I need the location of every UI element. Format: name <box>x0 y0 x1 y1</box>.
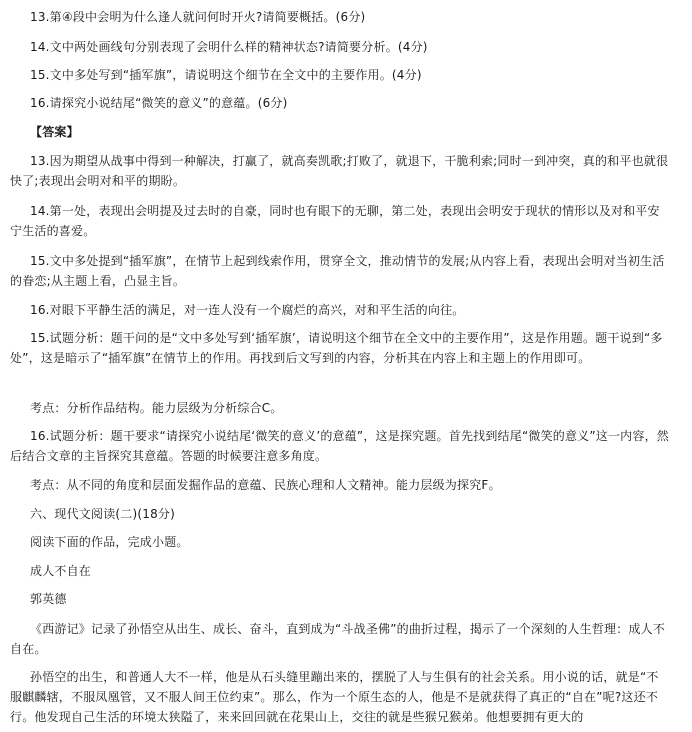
article-author: 郭英德 <box>30 592 67 606</box>
answer-13: 13.因为期望从战事中得到一种解决，打赢了，就高奏凯歌;打败了，就退下，干脆利索;同时一到冲突，真的和平也就很快了;表现出会明对和平的期盼。 <box>10 154 669 188</box>
answer-16: 16.对眼下平静生活的满足，对一连人没有一个腐烂的高兴，对和平生活的向往。 <box>30 303 465 317</box>
question-15: 15.文中多处写到“插军旗”，请说明这个细节在全文中的主要作用。(4分) <box>30 68 422 82</box>
analysis-16: 16.试题分析：题干要求“请探究小说结尾‘微笑的意义’的意蕴”，这是探究题。首先找到结尾“微笑的意义”这一内容，然后结合文章的主旨探究其意蕴。答题的时候要注意多角度。 <box>10 429 669 463</box>
answer-14: 14.第一处，表现出会明提及过去时的自豪，同时也有眼下的无聊，第二处，表现出会明安于现状的情形以及对和平安宁生活的喜爱。 <box>10 204 660 238</box>
section-heading: 六、现代文阅读(二)(18分) <box>30 507 175 521</box>
key-point-16: 考点：从不同的角度和层面发掘作品的意蕴、民族心理和人文精神。能力层级为探究F。 <box>30 478 501 492</box>
answer-header: 【答案】 <box>30 125 79 139</box>
key-point-15: 考点：分析作品结构。能力层级为分析综合C。 <box>30 401 283 415</box>
reading-instruction: 阅读下面的作品，完成小题。 <box>30 535 189 549</box>
analysis-15: 15.试题分析：题干问的是“文中多处写到‘插军旗’，请说明这个细节在全文中的主要作用”，这是作用题。题干说到“多处”，这是暗示了“插军旗”在情节上的作用。再找到后文写到的内容，分析其在内容上和主题上的作用即可。 <box>10 331 663 365</box>
answer-15: 15.文中多处提到“插军旗”，在情节上起到线索作用，贯穿全文，推动情节的发展;从内容上看，表现出会明对当初生活的眷恋;从主题上看，凸显主旨。 <box>10 254 665 288</box>
article-title: 成人不自在 <box>30 564 92 578</box>
article-intro-paragraph: 《西游记》记录了孙悟空从出生、成长、奋斗，直到成为“斗战圣佛”的曲折过程，揭示了一个深刻的人生哲理：成人不自在。 <box>10 622 666 656</box>
question-13: 13.第④段中会明为什么逢人就问何时开火?请简要概括。(6分) <box>30 10 366 24</box>
article-body-paragraph: 孙悟空的出生，和普通人大不一样，他是从石头缝里蹦出来的，摆脱了人与生俱有的社会关系。用小说的话，就是“不服麒麟辖，不服凤凰管，又不服人间王位约束”。那么，作为一个原生态的人，他是不是就获得了真正的“自在”呢?这还不行。他发现自己生活的环境太狭隘了，来来回回就在花果山上，交往的就是些猴兄猴弟。他想要拥有更大的 <box>10 670 659 724</box>
question-14: 14.文中两处画线句分别表现了会明什么样的精神状态?请简要分析。(4分) <box>30 40 428 54</box>
question-16: 16.请探究小说结尾“微笑的意义”的意蕴。(6分) <box>30 96 288 110</box>
